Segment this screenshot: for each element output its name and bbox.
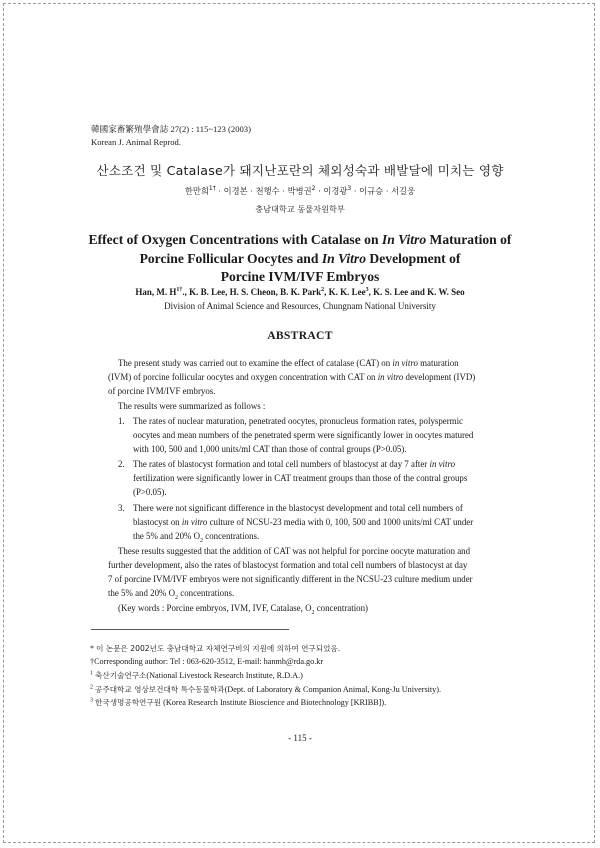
korean-affiliation: 충남대학교 동물자원학부 bbox=[255, 204, 345, 214]
abstract-line: The present study was carried out to examine the effect of catalase (CAT) on in vitro maturation bbox=[118, 358, 459, 368]
footnote-affiliation-1: $^1$ 축산기술연구소(National Livestock Research Institute, R.D.A.) bbox=[90, 670, 303, 680]
abstract-line: with 100, 500 and 1,000 units/ml CAT than those of contral groups (P>0.05). bbox=[133, 444, 407, 454]
abstract-line: the 5% and 20% $O_2$ concentrations. bbox=[133, 531, 260, 544]
korean-author-affiliation-mark: 3 bbox=[347, 185, 352, 193]
korean-authors bbox=[0, 185, 600, 197]
journal-citation: 韓國家畜繁殖學會誌 27(2) : 115~123 (2003) bbox=[91, 124, 251, 134]
abstract-line: the 5% and 20% $O_2$ concentrations. bbox=[108, 588, 235, 601]
korean-author-name: 박병권 bbox=[287, 186, 312, 196]
abstract-line: fertilization were significantly lower in CAT treatment groups than those of the contral groups bbox=[133, 473, 468, 483]
korean-author-name: 이경본 bbox=[223, 186, 248, 196]
abstract-line: The rates of nuclear maturation, penetrated oocytes, pronucleus formation rates, polyspermic bbox=[133, 416, 463, 426]
author-separator: · bbox=[351, 186, 360, 196]
author-separator: · bbox=[215, 186, 224, 196]
korean-author-name: 천행수 bbox=[255, 186, 280, 196]
abstract-line: blastocyst on in vitro culture of NCSU-23 media with 0, 100, 500 and 1000 units/ml CAT under bbox=[133, 517, 474, 527]
abstract-line: (IVM) of porcine follicular oocytes and oxygen concentration with CAT on in vitro development (IVD) bbox=[108, 372, 476, 382]
author-separator: · bbox=[247, 186, 256, 196]
english-authors: Han, M. $H^{1\dagger}$., K. B. Lee, H. S. Cheon, B. K. Park$^2$, K. K. Lee$^3$, K. S. Lee and K. W. Seo bbox=[135, 287, 465, 297]
footnote-corresponding-author: †Corresponding author: Tel : 063-620-3512, E-mail: hanmh@rda.go.kr bbox=[90, 657, 324, 666]
english-title bbox=[0, 231, 600, 287]
abstract-line: There were not significant difference in the blastocyst development and total cell numbers of bbox=[133, 503, 463, 513]
abstract-heading: ABSTRACT bbox=[267, 329, 333, 342]
english-title-line-2: Porcine Follicular Oocytes and In Vitro Development of bbox=[139, 250, 461, 266]
footnote-affiliation-2: $^2$ 공주대학교 영상보건대학 특수동물학과(Dept. of Laboratory & Companion Animal, Kong-Ju University). bbox=[90, 684, 442, 694]
abstract-line: The rates of blastocyst formation and total cell numbers of blastocyst at day 7 after in vitro bbox=[133, 459, 456, 469]
journal-header bbox=[91, 123, 251, 149]
footnote-funding: * 이 논문은 2002년도 충남대학교 자체연구비의 지원에 의하여 연구되었음. bbox=[90, 644, 341, 653]
page-number: - 115 - bbox=[288, 733, 312, 743]
abstract-line: of porcine IVM/IVF embryos. bbox=[108, 386, 216, 396]
korean-author-name: 서길웅 bbox=[391, 186, 416, 196]
author-separator: · bbox=[279, 186, 288, 196]
footnote-affiliation-3: $^3$ 한국생명공학연구원 (Korea Research Institute Bioscience and Biotechnology [KRIBB]). bbox=[90, 697, 387, 707]
summary-intro: The results were summarized as follows : bbox=[118, 401, 266, 411]
list-item-number: 3. bbox=[118, 503, 125, 513]
korean-author-name: 이경광 bbox=[323, 186, 348, 196]
korean-author-name: 한만희 bbox=[184, 186, 209, 196]
korean-author-name: 이규승 bbox=[359, 186, 384, 196]
abstract-line: These results suggested that the addition of CAT was not helpful for porcine oocyte maturation and bbox=[118, 546, 471, 556]
english-title-line-1: Effect of Oxygen Concentrations with Catalase on In Vitro Maturation of bbox=[88, 232, 512, 247]
korean-author-affiliation-mark: 2 bbox=[311, 185, 316, 193]
list-item-number: 1. bbox=[118, 416, 125, 426]
journal-english-name: Korean J. Animal Reprod. bbox=[91, 137, 181, 147]
abstract-line: 7 of porcine IVM/IVF embryos were not significantly different in the NCSU-23 culture medium under bbox=[108, 574, 473, 584]
abstract-line: oocytes and mean numbers of the penetrated sperm were significantly lower in oocytes matured bbox=[133, 430, 474, 440]
abstract-line: (P>0.05). bbox=[133, 487, 167, 497]
author-separator: · bbox=[383, 186, 392, 196]
english-title-line-3: Porcine IVM/IVF Embryos bbox=[220, 269, 380, 285]
korean-author-affiliation-mark: 1† bbox=[208, 185, 216, 193]
list-item-number: 2. bbox=[118, 459, 125, 469]
key-words: (Key words : Porcine embryos, IVM, IVF, Catalase, $O_2$ concentration) bbox=[118, 603, 368, 616]
author-separator: · bbox=[315, 186, 324, 196]
korean-title: 산소조건 및 Catalase가 돼지난포란의 체외성숙과 배발달에 미치는 영향 bbox=[96, 163, 504, 178]
english-affiliation: Division of Animal Science and Resources, Chungnam National University bbox=[164, 301, 436, 311]
footnote-divider bbox=[91, 629, 289, 630]
abstract-line: further development, also the rates of blastocyst formation and total cell numbers of blastocyst at day bbox=[108, 560, 468, 570]
